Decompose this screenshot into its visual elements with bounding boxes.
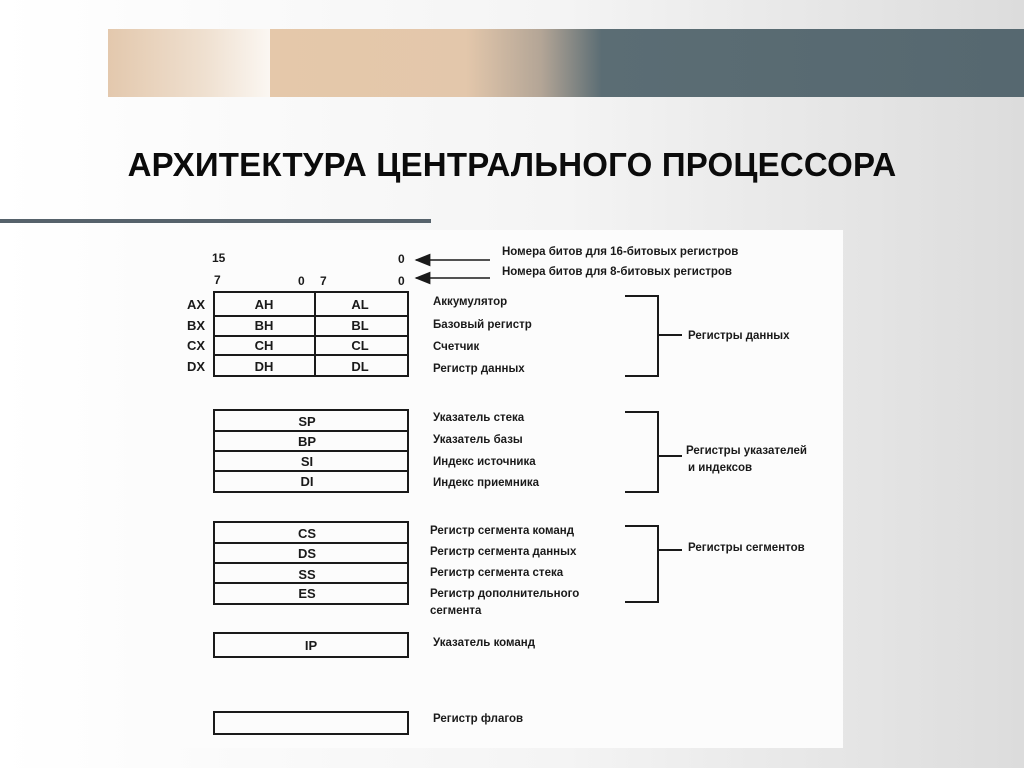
reg-ch: CH xyxy=(254,338,274,353)
group-label-pointer-registers-line2: и индексов xyxy=(688,462,753,474)
reg-name-bx: BX xyxy=(187,318,206,333)
reg-ds: DS xyxy=(297,546,317,561)
desc-instruction-pointer: Указатель команд xyxy=(433,637,536,649)
desc-code-segment: Регистр сегмента команд xyxy=(430,525,575,537)
flags-register-box xyxy=(214,712,408,734)
title-underline xyxy=(0,219,431,223)
desc-flags-register: Регистр флагов xyxy=(433,713,524,725)
slide-title: АРХИТЕКТУРА ЦЕНТРАЛЬНОГО ПРОЦЕССОРА xyxy=(127,146,897,183)
reg-name-ax: AX xyxy=(187,297,206,312)
label-8bit-bits: Номера битов для 8-битовых регистров xyxy=(502,266,732,278)
reg-dh: DH xyxy=(254,359,274,374)
desc-accumulator: Аккумулятор xyxy=(433,296,508,308)
desc-counter: Счетчик xyxy=(433,341,480,353)
register-diagram xyxy=(160,230,843,748)
data-registers-box xyxy=(214,292,408,376)
desc-stack-pointer: Указатель стека xyxy=(433,412,525,424)
reg-name-dx: DX xyxy=(187,359,206,374)
reg-cl: CL xyxy=(351,338,369,353)
desc-source-index: Индекс источника xyxy=(433,456,536,468)
group-label-data-registers: Регистры данных xyxy=(688,330,790,342)
reg-si: SI xyxy=(300,454,314,469)
reg-ah: AH xyxy=(254,297,274,312)
reg-bh: BH xyxy=(254,318,274,333)
bracket-data-registers xyxy=(625,296,682,376)
desc-stack-segment: Регистр сегмента стека xyxy=(430,567,564,579)
desc-extra-segment-line2: сегмента xyxy=(430,605,482,617)
reg-cs: CS xyxy=(297,526,317,541)
header-banner-right xyxy=(270,29,1024,97)
reg-bl: BL xyxy=(351,318,369,333)
label-16bit-bits: Номера битов для 16-битовых регистров xyxy=(502,246,739,258)
reg-ss: SS xyxy=(298,567,316,582)
group-label-pointer-registers-line1: Регистры указателей xyxy=(686,445,808,457)
reg-al: AL xyxy=(351,297,369,312)
desc-extra-segment: Регистр дополнительного xyxy=(430,588,580,600)
desc-destination-index: Индекс приемника xyxy=(433,477,540,489)
bit-num-7-low: 7 xyxy=(320,274,327,288)
desc-base-pointer: Указатель базы xyxy=(433,434,523,446)
bit-num-0-high: 0 xyxy=(298,274,305,288)
desc-data-register: Регистр данных xyxy=(433,363,525,375)
group-label-segment-registers: Регистры сегментов xyxy=(688,542,805,554)
bracket-segment-registers xyxy=(625,526,682,602)
bit-num-7-high: 7 xyxy=(214,273,221,287)
header-banner-left xyxy=(108,29,270,97)
reg-es: ES xyxy=(298,586,316,601)
reg-di: DI xyxy=(300,474,314,489)
reg-dl: DL xyxy=(351,359,369,374)
bit-num-0-16bit: 0 xyxy=(398,252,405,266)
reg-sp: SP xyxy=(298,414,316,429)
reg-name-cx: CX xyxy=(187,338,206,353)
reg-bp: BP xyxy=(297,434,317,449)
desc-base-register: Базовый регистр xyxy=(433,319,532,331)
desc-data-segment: Регистр сегмента данных xyxy=(430,546,577,558)
bracket-pointer-registers xyxy=(625,412,682,492)
bit-num-0-low: 0 xyxy=(398,274,405,288)
bit-num-15: 15 xyxy=(212,251,226,265)
reg-ip: IP xyxy=(304,638,318,653)
register-diagram-svg xyxy=(160,230,843,748)
